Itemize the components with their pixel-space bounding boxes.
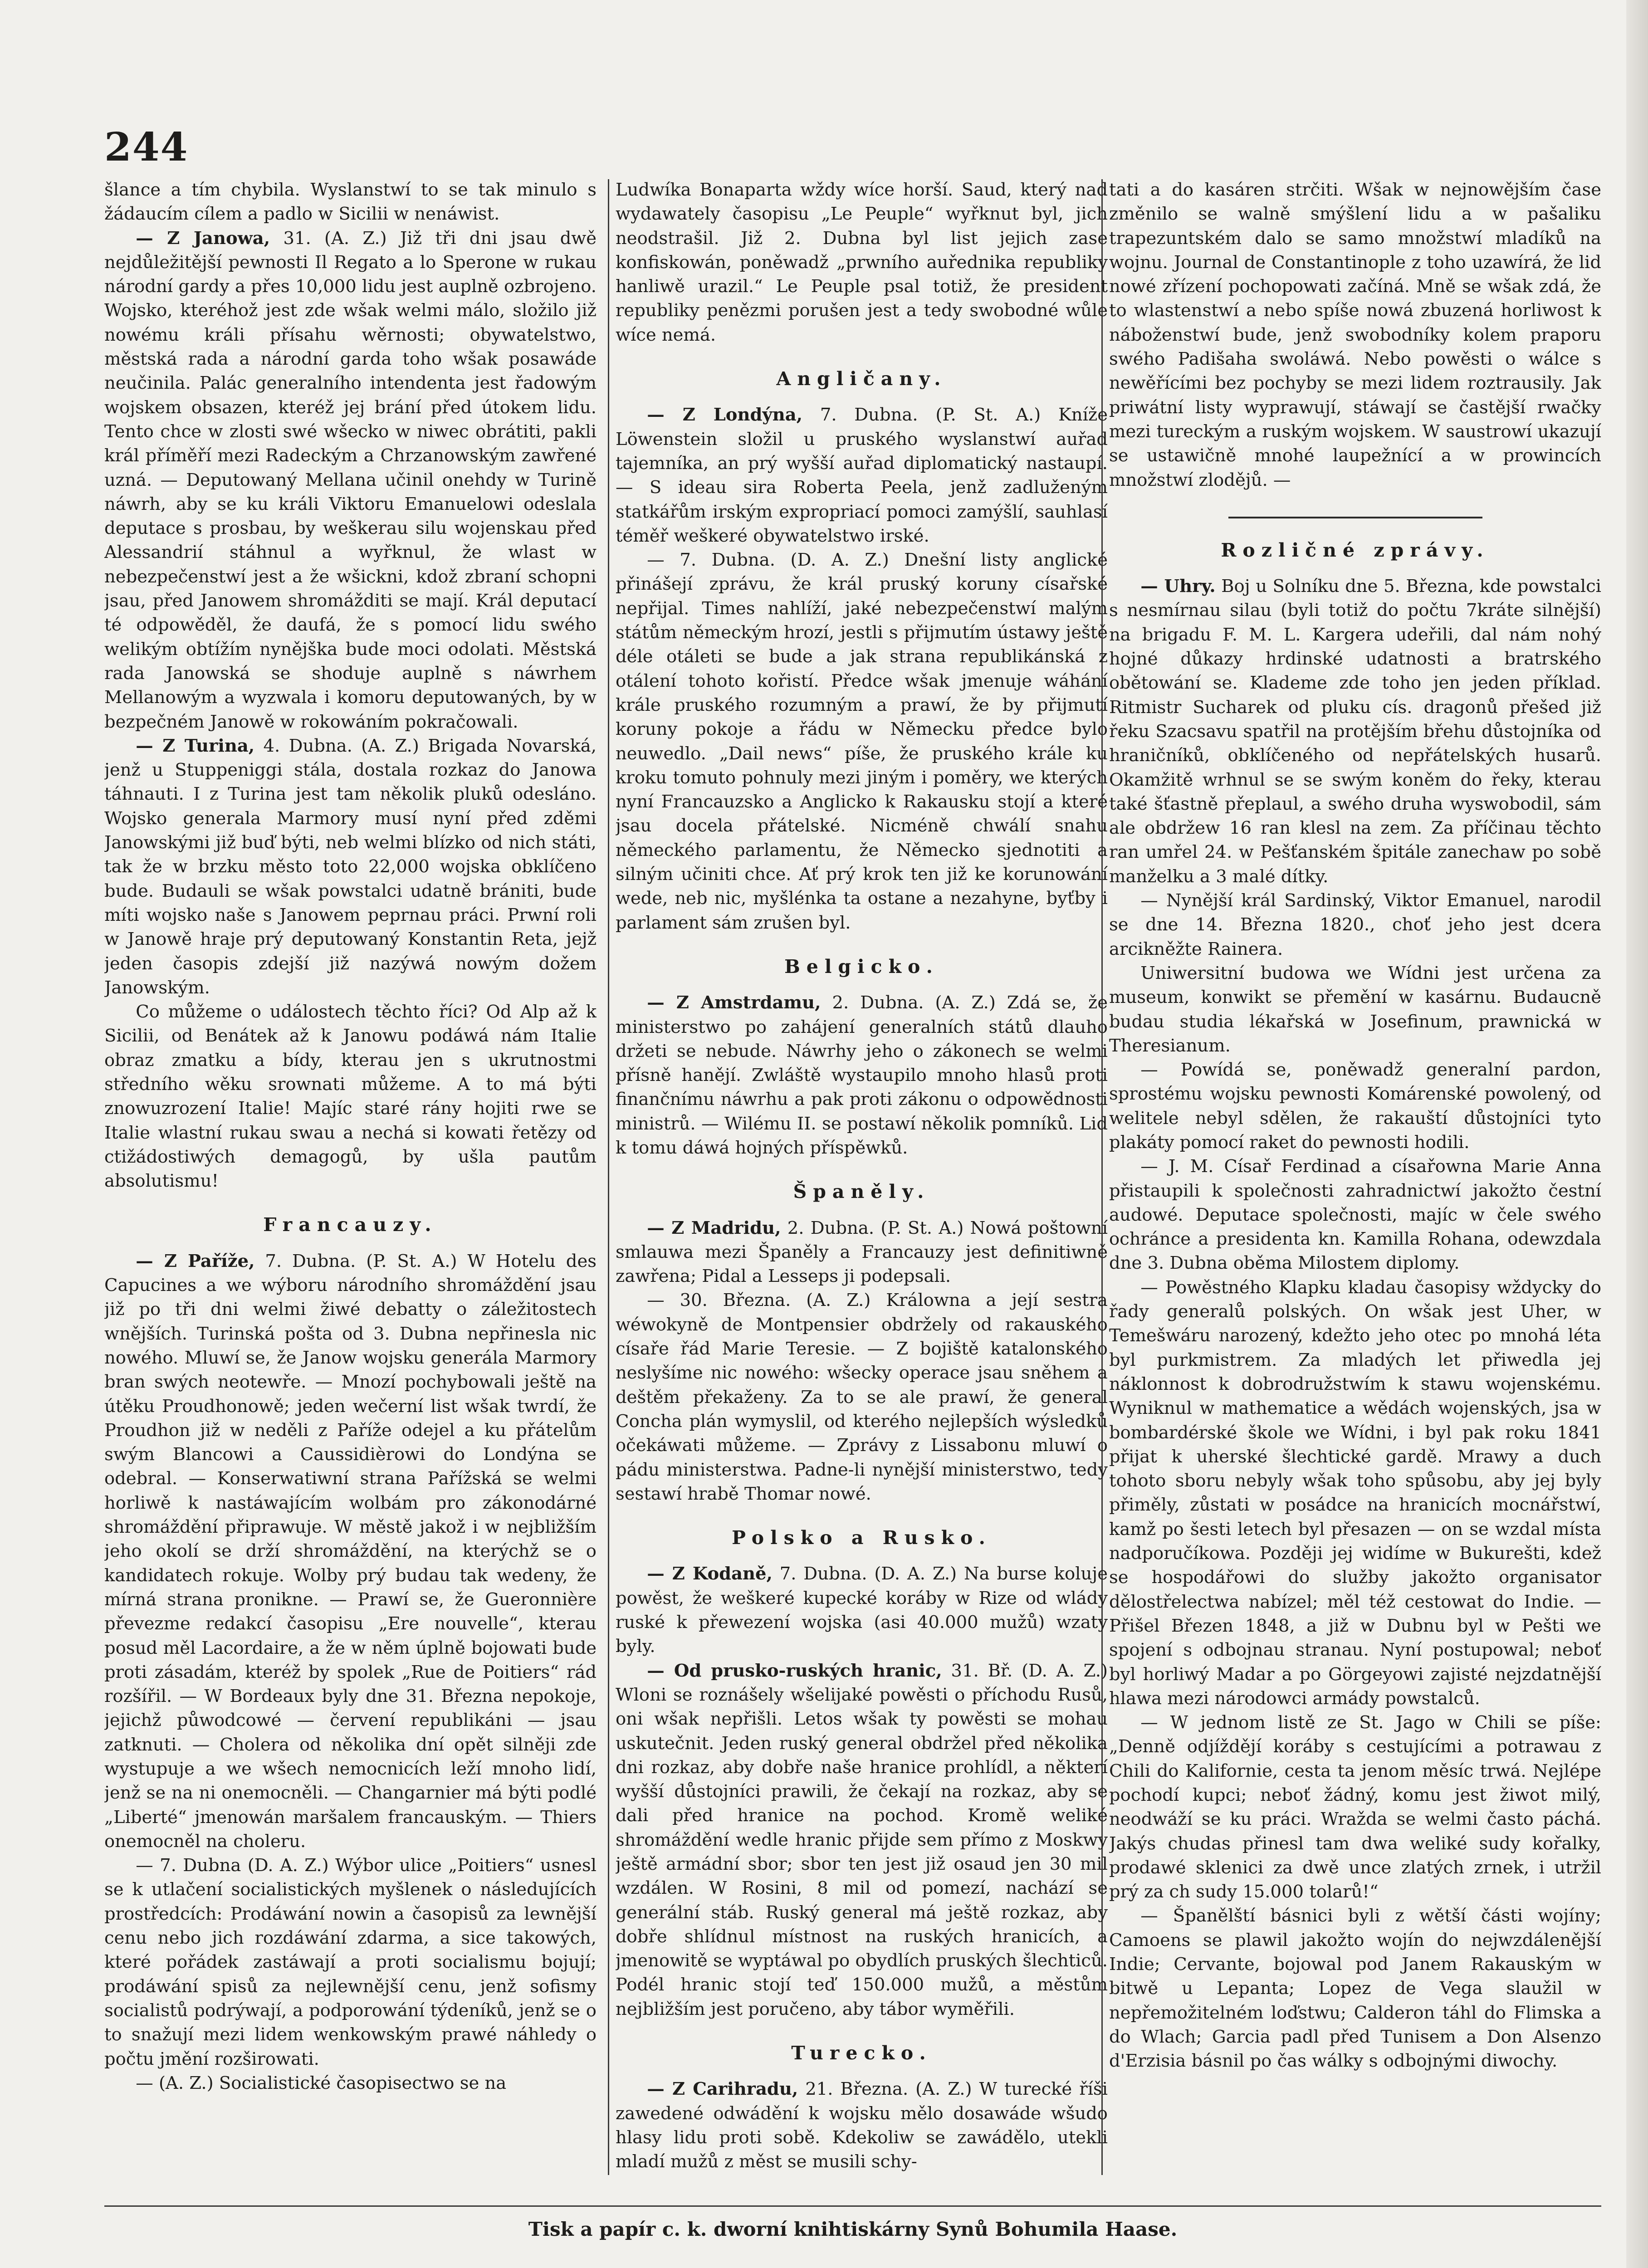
section-heading-france: Francauzy. [263, 1214, 438, 1236]
col1-article-janov [104, 226, 597, 734]
col2-paragraph-1: Ludwíka Bonaparta wždy wíce horší. Saud, který nad wydawately časopisu „Le Peuple“ wyřknut byl, jich neodstrašil. Již 2. Dubna byl list jejich zase konfiskowán, poněwadž „prwního auřednika republiky hanliwě urazil.“ Le Peuple psal totiž, že president republiky penězmi porušen jest a tedy swobodné wůle wíce nemá. [616, 180, 1108, 345]
col2-article-madrid-text: 2. Dubna. (P. St. A.) Nowá poštowní smlauwa mezi Španěly a Francauzy jest definitiwně zawřena; Pidal a Lesseps ji podepsali. [616, 1217, 1108, 1287]
col3-article-spanish-poets: — Španělští básnici byli z wětší části wojíny; Camoens se plawil jakožto wojín do nejwzdálenější Indie; Cervante, bojowal pod Janem Rakauským w bitwě u Lepanta; Lopez de Vega slaužil w nepřemožitelném loďstwu; Calderon táhl do Flimska a do Wlach; Garcia padl před Tunisem a Don Alsenzo d'Erzisia básnil po čas wálky s odbojnými diwochy. [1109, 1906, 1601, 2072]
col1-paragraph-1: šlance a tím chybila. Wyslanstwí to se tak minulo s žádaucím cílem a padlo w Sicilii w nenáwist. [104, 180, 597, 225]
col3-article-hungary-text: Boj u Solníku dne 5. Března, kde powstalci s nesmírnau silau (byli totiž do počtu 7kráte silnější) na brigadu F. M. L. Kargera udeřili, dal nám nohý hojné důkazy hrdinské udatnosti a bratrského obětowání se. Klademe zde toho jen jeden příklad. Ritmistr Sucharek od pluku cís. dragonů přešed již řeku Szacsavu spatřil na protějším břehu důstojníka od hraničníků, obklíčeného od nepřátelských husarů. Okamžitě wrhnul se se swým koněm do řeky, kterau také šťastně přeplaul, a swého druha wyswobodil, sám ale obdržew 16 ran klesl na zem. Za příčinau těchto ran umřel 24. w Pešťanském špitále zanechaw po sobě manželku a 3 malé dítky. [1109, 576, 1601, 887]
section-heading-misc-news: Rozličné zprávy. [1221, 539, 1490, 561]
col2-article-prussian-border-text: 31. Bř. (D. A. Z.) Wloni se roznášely wšelijaké powěsti o příchodu Rusů, oni wšak nepřišli. Letos wšak ty powěsti se mohau uskutečnit. Jeden ruský general obdržel před několika dni rozkaz, aby dobře naše hranice prohlídl, a některí wyšší důstojníci prawili, že čekají na rozkaz, aby se dali před hranice na pochod. Kromě weliké shromáždění wedle hranic přijde sem přímo z Moskwy ještě armádní sbor; sbor ten jest již osaud jen 30 mil wzdálen. W Rosini, 8 mil od pomezí, nachází se generální stáb. Ruský general má ještě rozkaz, aby dobře shlídnul místnost na ruských hranicích, a jmenowitě se wyptáwal po obydlích pruských šlechticů. Podél hranic stojí teď 150.000 mužů, a městům nejbližším jest poručeno, aby tábor wyměřili. [616, 1660, 1108, 2019]
col2-article-copenhagen-text: 7. Dubna. (D. A. Z.) Na burse koluje powěst, že weškeré kupecké koráby w Rize od wlády ruské k přewezení wojska (asi 40.000 mužů) wzaty byly. [616, 1564, 1108, 1657]
dateline-paris: — Z Paříže, [136, 1251, 255, 1271]
col1-article-socialist-press: — (A. Z.) Socialistické časopisectwo se na [136, 2072, 507, 2093]
col3-article-sardinian-king: — Nynější král Sardinský, Viktor Emanuel, narodil se dne 14. Března 1820., choť jeho jest dcera arcikněžte Rainera. [1109, 890, 1601, 959]
column-1 [104, 178, 597, 2187]
col1-article-janov-text: 31. (A. Z.) Již tři dni jsau dwě nejdůležitější pewnosti Il Regato a lo Sperone w rukau národní gardy a přes 10,000 lidu jest auplně ozbrojeno. Wojsko, kteréhož jest zde wšak welmi málo, složilo již nowému králi přísahu wěrnosti; obywatelstwo, městská rada a národní garda toho wšak posawáde neučinila. Palác generalního intendenta jest řadowým wojskem obsazen, kteréž jej brání před útokem lidu. Tento chce w zlosti swé wšecko w niwec obrátiti, pakli král příměří mezi Radeckým a Chrzanowským zawřené uzná. — Deputowaný Mellana učinil onehdy w Turině náwrh, aby se ku králi Viktoru Emanuelowi odeslala deputace s prosbau, by weškerau silu wojenskau před Alessandrií stáhnul a wyřknul, že wlast w nebezpečenstwí jest a že wšickni, kdož zbraní schopni jsau, před Janowem shromážditi se mají. Král deputací té odpowěděl, že daufá, že s pomocí lidu swého welikým obtížím nynějška bude moci odolati. Městská rada Janowská se shoduje auplně s náwrhem Mellanowým a wyzwala i komoru deputowaných, by w bezpečném Janowě w rokowáním pokračowali. [104, 228, 597, 732]
column-2 [616, 178, 1108, 2187]
col2-article-amsterdam-text: 2. Dubna. (A. Z.) Zdá se, že ministerstwo po zahájení generalních států dlauho držeti se nebude. Náwrhy jeho o zákonech se welmi přísně hanějí. Zwláště wystaupilo mnoho hlasů proti finančnímu náwrhu a pak proti zákonu o odpowědnosti ministrů. — Wilému II. se postawí několik pomníků. Lid k tomu dáwá hojných příspěwků. [616, 992, 1108, 1158]
col2-article-english-press: — 7. Dubna. (D. A. Z.) Dnešní listy anglické přinášejí zprávu, že král pruský koruny císařské nepřijal. Times nahlíží, jaké nebezpečenstwí malým státům německým hrozí, jestli s přijmutím ústawy ještě déle otáleti se bude a jak strana republikánská z otálení tohoto kořistí. Předce wšak jmenuje wáhání krále pruského rozumným a prawí, že by přijmutí koruny pokoje a řádu w Německu předce bylo neuwedlo. „Dail news“ píše, že pruského krále ku kroku tomuto pohnuly mezi jiným i poměry, we kterých nyní Francauzsko a Anglicko k Rakausku stojí a které jsau docela přátelské. Nicméně chwálí snahu německého parlamentu, že Německo sjednotiti a silným učiniti chce. Ať prý krok ten již ke korunowání wede, neb nic, myšlénka ta ostane a nezahyne, byťby i parlament sám zrušen byl. [616, 550, 1108, 933]
dateline-amsterdam: — Z Amstrdamu, [647, 992, 821, 1013]
section-heading-spain: Španěly. [793, 1181, 930, 1203]
col3-article-komarno: — Powídá se, poněwadž generalní pardon, sprostému wojsku pewnosti Komárenské powolený, od welitele nebyl sdělen, že rakauští důstojníci tyto plakáty pomocí raket do pewnosti hodili. [1109, 1060, 1601, 1153]
dateline-constantinople: — Z Carihradu, [647, 2079, 798, 2100]
col1-commentary: Co můžeme o událostech těchto říci? Od Alp až k Sicilii, od Benátek až k Janowu podáwá nám Italie obraz zmatku a bídy, kterau jen s ukrutnostmi středního wěku srownati můžeme. A to má býti znowuzrození Italie! Majíc staré rány hojiti rwe se Italie wlastní rukau swau a nechá si kowati řetězy od ctižádostiwých demagogů, by ušla pautům absolutismu! [104, 1002, 597, 1192]
col2-article-spain-queen: — 30. Března. (A. Z.) Králowna a její sestra wéwokyně de Montpensier obdržely od rakauského císaře řád Marie Teresie. — Z bojiště katalonského neslyšíme nic nowého: wšecky operace jsau sněhem a deštěm překaženy. Za to se ale prawí, že general Concha plán wymyslil, od kterého nejlepších wýsledků očekáwati můžeme. — Zprávy z Lissabonu mluwí o pádu ministerstwa. Padne-li nynější ministerstwo, tedy sestawí hrabě Thomar nowé. [616, 1290, 1108, 1504]
dateline-turin: — Z Turina, [136, 735, 255, 756]
col1-article-paris-text: 7. Dubna. (P. St. A.) W Hotelu des Capucines a we wýboru národního shromáždění jsau již po tři dni welmi žiwé debatty o záležitostech wnějších. Turinská pošta od 3. Dubna nepřinesla nic nowého. Mluwí se, že Janow wojsku generála Marmory bran swých neotewře. — Mnozí pochybowali ještě na útěku Proudhonowě; jeden wečerní list wšak twrdí, že Proudhon již w neděli z Paříže odejel a ku přátelům swým Blancowi a Caussidièrowi do Londýna se odebral. — Konserwatiwní strana Pařížská se welmi horliwě k nastáwajícím wolbám pro zákonodárné shromáždění připrawuje. W městě jakož i w nejbližším jeho okolí se drží shromáždění, na kterýchž se o kandidatech rokuje. Wolby prý budau tak wedeny, že mírná strana pronikne. — Prawí se, že Gueronnière převezme redakcí časopisu „Ere nouvelle“, kterau posud měl Lacordaire, a že w něm úplně bojowati bude proti zásadám, kteréž by spolek „Rue de Poitiers“ rád rozšířil. — W Bordeaux byly dne 31. Března nepokoje, jejichž půwodcowé — červení republikáni — jsau zatknuti. — Cholera od několika dní opět silněji zde wystupuje a we wšech nemocnicích leží mnoho lidí, jenž se na ni onemocněli. — Changarnier má býti podlé „Liberté“ jmenowán maršalem francauským. — Thiers onemocněl na choleru. [104, 1251, 597, 1852]
col2-article-prussian-border [616, 1659, 1108, 2021]
section-heading-belgium: Belgicko. [784, 955, 939, 978]
column-3 [1109, 178, 1601, 2187]
col1-article-turin-text: 4. Dubna. (A. Z.) Brigada Novarská, jenž u Stuppeniggi stála, dostala rozkaz do Janowa táhnauti. I z Turina jest tam několik pluků odesláno. Wojsko generala Marmory musí nyní před zděmi Janowskými již buď býti, neb welmi blízko od nich státi, tak že w brzku město toto 22,000 wojska obklíčeno bude. Budauli se wšak powstalci udatně brániti, bude míti wojsko naše s Janowem peprnau práci. Prwní roli w Janowě hraje prý deputowaný Konstantin Reta, jejž jeden časopis zdejší již nazýwá nowým dožem Janowským. [104, 735, 597, 998]
col2-article-madrid [616, 1216, 1108, 1289]
col1-article-poitiers: — 7. Dubna (D. A. Z.) Wýbor ulice „Poitiers“ usnesl se k utlačení socialistických myšlenek o následujících prostředcích: Prodáwání nowin a časopisů za lewnější cenu nebo jich rozdáwání zdarma, a sice takowých, které pořádek zastáwají a proti socialismu bojují; prodáwání spisů za nejlewnější cenu, jenž sofismy socialistů podrýwají, a podporowání týdeníků, jenž se o to snažují mezi lidem wenkowským prawé náhledy o počtu jmění rozširowati. [104, 1855, 597, 2069]
col3-paragraph-1: tati a do kasáren strčiti. Wšak w nejnowějším čase změnilo se walně smýšlení lidu a w pašaliku trapezuntském dalo se samo množstwí mladíků na wojnu. Journal de Constantinople z toho uzawírá, že lid nowé zřízení pochopowati začíná. Mně se wšak zdá, že to wlastenstwí a nebo spíše nowá zbuzená horliwost k náboženstwí bude, jenž swobodníky kolem praporu swého Padišaha swoláwá. Nebo powěsti o wálce s newěřícími bez pochyby se mezi lidem roztrausily. Jak priwátní listy wyprawují, stáwají se častější rwačky mezi tureckým a ruským wojskem. W saustrowí ukazují se ustawičně mnohé laupežnící a w prowincích množstwí zlodějů. — [1109, 180, 1601, 490]
column-divider-left [608, 179, 609, 2175]
col2-article-amsterdam [616, 991, 1108, 1160]
section-rule [1228, 517, 1482, 518]
printer-imprint: Tisk a papír c. k. dworní knihtiskárny Synů Bohumila Haase. [528, 2218, 1178, 2240]
col3-article-hungary [1109, 574, 1601, 889]
col2-article-london [616, 403, 1108, 548]
col2-article-constantinople [616, 2077, 1108, 2174]
col3-article-emperor: — J. M. Císař Ferdinad a císařowna Marie Anna přistaupili k společnosti zahradnictwí jakožto čestní audowé. Deputace společnosti, majíc w čele swého ochránce a presidenta kn. Kamilla Rohana, odewzdala dne 3. Dubna oběma Milostem diplomy. [1109, 1156, 1601, 1274]
section-heading-england: Angličany. [776, 368, 947, 390]
dateline-copenhagen: — Z Kodaně, [647, 1564, 773, 1584]
footer-rule [104, 2205, 1601, 2207]
dateline-london: — Z Londýna, [647, 405, 803, 425]
dateline-hungary: — Uhry. [1140, 576, 1216, 597]
section-heading-poland-russia: Polsko a Rusko. [732, 1527, 992, 1549]
col3-article-university: Uniwersitní budowa we Wídni jest určena za museum, konwikt se přemění w kasárnu. Budaucně budau studia lékařská w Josefinum, prawnická w Theresianum. [1109, 963, 1601, 1056]
page-edge-shadow [1626, 0, 1648, 2268]
dateline-prussian-border: — Od prusko-ruských hranic, [647, 1660, 942, 1681]
col3-article-klapka: — Powěstného Klapku kladau časopisy wždycky do řady generalů polských. On wšak jest Uher, w Temešwáru narozený, kdežto jeho otec po mnohá léta byl purkmistrem. Za mladých let přiwedla jej náklonnost k dobrodružstwím k stawu wojenskému. Wyniknul w mathematice a wědách wojenských, jsa w bombardérské škole we Wídni, i byl pak roku 1841 přijat k uherské šlechtické gardě. Mrawy a duch tohoto sboru nebyly wšak toho spůsobu, aby jej byly přiměly, zůstati w posádce na hranicích mocnářstwí, kamž po šesti letech byl přesazen — on se wzdal místa nadporučíkowa. Později jej widíme w Bukurešti, kdež se hospodářowi do služby jakožto organisator dělostřelectwa nabízel; měl též cestowat do Indie. — Přišel Březen 1848, a již w Dubnu byl w Pešti we spojení s odbojnau stranau. Nyní postupowal; neboť byl horliwý Madar a po Görgeyowi zajisté nejzdatnější hlawa mezi národowci armády powstalců. [1109, 1277, 1601, 1709]
section-heading-turkey: Turecko. [791, 2042, 932, 2064]
dateline-janov: — Z Janowa, [136, 228, 270, 249]
col1-article-turin [104, 734, 597, 1000]
dateline-madrid: — Z Madridu, [647, 1217, 781, 1238]
col3-article-chile: — W jednom listě ze St. Jago w Chili se píše: „Denně odjíždějí koráby s cestujícími a potrawau z Chili do Kalifornie, cesta ta jenom měsíc trwá. Nejlépe pochodí kupci; neboť žádný, komu jest žiwot milý, neodwáží se ku práci. Wražda se welmi často páchá. Jakýs chudas přinesl tam dwa weliké sudy kořalky, prodawé sklenici za dwě unce zlatých zrnek, i utržil prý za ch sudy 15.000 tolarů!“ [1109, 1712, 1601, 1902]
page-number: 244 [104, 124, 189, 170]
col2-article-london-text: 7. Dubna. (P. St. A.) Kníže Löwenstein složil u pruského wyslanstwí auřad tajemníka, an prý wyšší auřad diplomatický nastaupí. — S ideau sira Roberta Peela, jenž zadluženým statkářům irským expropriací pomoci zamýšlí, sauhlasí téměř weškeré obywatelstwo irské. [616, 405, 1108, 546]
col2-article-copenhagen [616, 1562, 1108, 1658]
col1-article-paris [104, 1249, 597, 1853]
col2-article-constantinople-text: 21. Března. (A. Z.) W turecké říši zawedené odwádění k wojsku mělo dosawáde wšudo hlasy lidu proti sobě. Kdekoliw se zawádělo, utekli mladí mužů z měst se musili schy- [616, 2079, 1108, 2172]
